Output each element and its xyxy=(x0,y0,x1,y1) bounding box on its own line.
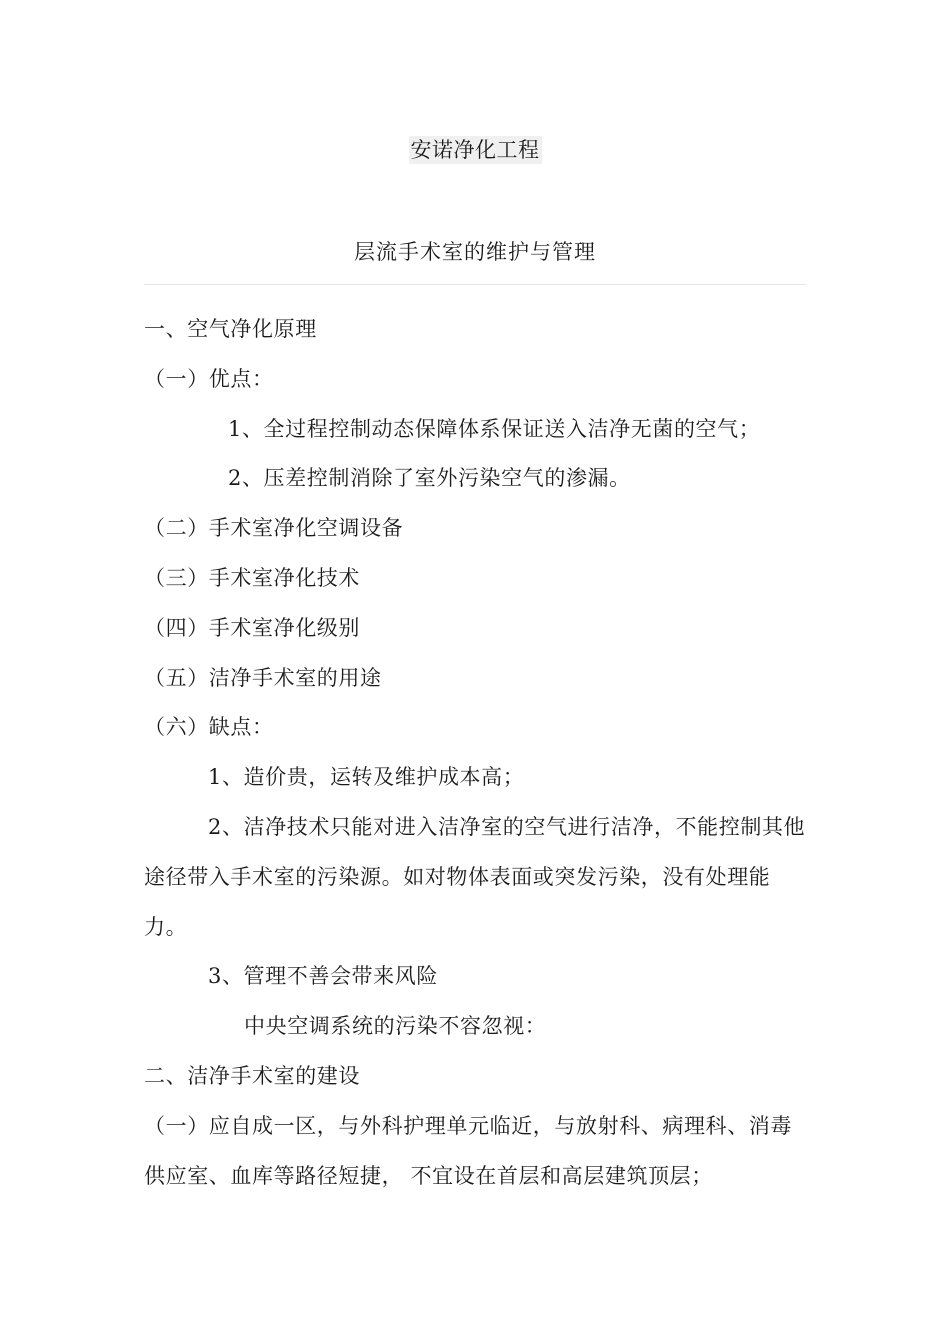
divider xyxy=(144,284,806,285)
paragraph: 中央空调系统的污染不容忽视： xyxy=(244,1014,547,1039)
list-item: 2、压差控制消除了室外污染空气的渗漏。 xyxy=(228,466,631,491)
list-item: 1、造价贵，运转及维护成本高； xyxy=(208,765,525,790)
subsection-heading: （六）缺点： xyxy=(144,715,274,740)
list-item: 2、洁净技术只能对进入洁净室的空气进行洁净，不能控制其他途径带入手术室的污染源。如对物体表面或突发污染，没有处理能力。 xyxy=(144,814,806,939)
subsection-heading: （五）洁净手术室的用途 xyxy=(144,665,382,690)
subsection-heading: （四）手术室净化级别 xyxy=(144,615,360,640)
company-name: 安诺净化工程 xyxy=(410,138,540,162)
subsection-heading: （三）手术室净化技术 xyxy=(144,565,360,590)
subsection-heading: （一）优点： xyxy=(144,366,274,391)
section-heading: 二、洁净手术室的建设 xyxy=(144,1063,360,1088)
list-item: 3、管理不善会带来风险 xyxy=(208,964,438,989)
list-item: 1、全过程控制动态保障体系保证送入洁净无菌的空气； xyxy=(228,416,761,441)
company-header xyxy=(0,134,950,164)
subsection-paragraph: （一）应自成一区，与外科护理单元临近，与放射科、病理科、消毒供应室、血库等路径短捷， 不宜设在首层和高层建筑顶层； xyxy=(144,1113,792,1188)
section-heading: 一、空气净化原理 xyxy=(144,317,317,341)
document-body xyxy=(144,305,808,1201)
subsection-heading: （二）手术室净化空调设备 xyxy=(144,516,404,541)
document-title: 层流手术室的维护与管理 xyxy=(354,240,596,264)
